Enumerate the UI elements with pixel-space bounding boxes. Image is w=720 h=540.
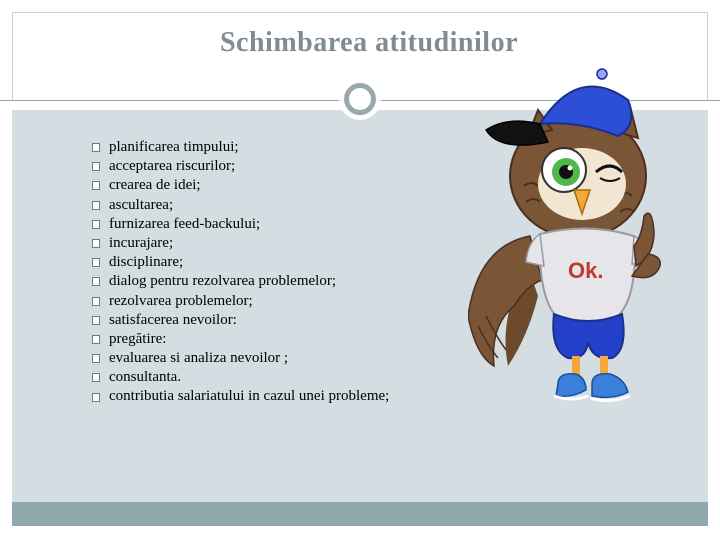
bullet-box-icon (92, 277, 100, 286)
owl-mascot-icon (468, 66, 664, 422)
bullet-text: disciplinare; (109, 254, 184, 271)
bullet-item (92, 311, 389, 330)
divider-circle-icon (339, 78, 381, 120)
bullet-box-icon (92, 258, 100, 267)
bullet-text: crearea de idei; (109, 177, 201, 194)
footer-bar (12, 502, 708, 526)
bullet-box-icon (92, 316, 100, 325)
bullet-text: ascultarea; (109, 196, 174, 213)
bullet-item (92, 253, 389, 272)
bullet-item (92, 330, 389, 349)
bullet-text: satisfacerea nevoilor: (109, 311, 237, 328)
bullet-item (92, 176, 389, 195)
bullet-item (92, 157, 389, 176)
bullet-item (92, 368, 389, 387)
bullet-item (92, 387, 389, 406)
bullet-list (92, 138, 389, 407)
bullet-text: contributia salariatului in cazul unei probleme; (109, 388, 390, 405)
bullet-box-icon (92, 220, 100, 229)
bullet-box-icon (92, 297, 100, 306)
slide-title: Schimbarea atitudinilor (219, 27, 518, 58)
bullet-text: incurajare; (109, 234, 174, 251)
bullet-text: dialog pentru rezolvarea problemelor; (109, 273, 336, 290)
bullet-box-icon (92, 143, 100, 152)
bullet-item (92, 292, 389, 311)
bullet-text: pregătire: (109, 330, 167, 347)
bullet-item (92, 196, 389, 215)
bullet-box-icon (92, 393, 100, 402)
bullet-text: planificarea timpului; (109, 139, 239, 155)
bullet-text: rezolvarea problemelor; (109, 292, 253, 309)
bullet-text: evaluarea si analiza nevoilor ; (109, 350, 289, 367)
bullet-text: furnizarea feed-backului; (109, 215, 261, 232)
shirt-text: Ok. (568, 258, 604, 283)
bullet-text: acceptarea riscurilor; (109, 158, 236, 175)
bullet-box-icon (92, 373, 100, 382)
bullet-text: consultanta. (109, 369, 182, 386)
bullet-item (92, 349, 389, 368)
bullet-item (92, 215, 389, 234)
bullet-box-icon (92, 181, 100, 190)
bullet-box-icon (92, 162, 100, 171)
bullet-box-icon (92, 354, 100, 363)
bullet-item (92, 138, 389, 157)
bullet-item (92, 272, 389, 291)
bullet-box-icon (92, 239, 100, 248)
bullet-box-icon (92, 201, 100, 210)
bullet-item (92, 234, 389, 253)
bullet-box-icon (92, 335, 100, 344)
